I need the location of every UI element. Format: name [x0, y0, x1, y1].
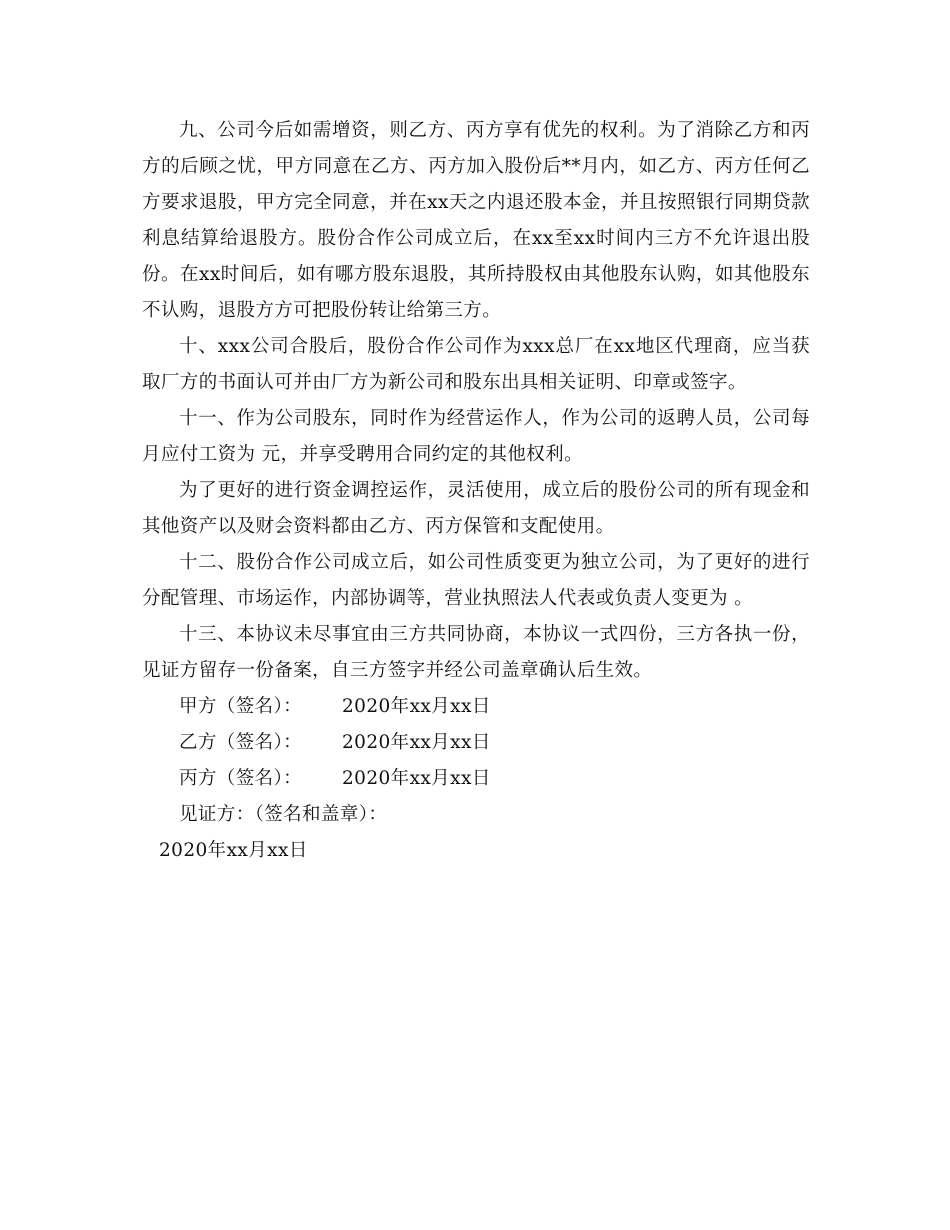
- clause-10-paragraph: 十、xxx公司合股后，股份合作公司作为xxx总厂在xx地区代理商，应当获取厂方的书面认可并由厂方为新公司和股东出具相关证明、印章或签字。: [142, 336, 810, 393]
- signature-label-party-c: 丙方（签名）：: [179, 768, 303, 789]
- clause-9-paragraph: 九、公司今后如需增资，则乙方、丙方享有优先的权利。为了消除乙方和丙方的后顾之忧，甲方同意在乙方、丙方加入股份后**月内，如乙方、丙方任何乙方要求退股，甲方完全同意，并在xx天之内退还股本金，并且按照银行同期贷款利息结算给退股方。股份合作公司成立后，在xx至xx时间内三方不允许退出股份。在xx时间后，如有哪方股东退股，其所持股权由其他股东认购，如其他股东不认购，退股方方可把股份转让给第三方。: [142, 120, 810, 321]
- witness-label: 见证方：（签名和盖章）：: [179, 804, 388, 825]
- clause-13-paragraph: 十三、本协议未尽事宜由三方共同协商，本协议一式四份，三方各执一份，见证方留存一份备案，自三方签字并经公司盖章确认后生效。: [142, 624, 810, 681]
- signature-row-party-a: [142, 689, 810, 725]
- signature-row-party-b: [142, 725, 810, 761]
- signature-date-party-c: 2020年xx月xx日: [342, 768, 491, 789]
- signature-row-party-c: [142, 761, 810, 797]
- document-body: [142, 113, 810, 869]
- clause-11-paragraph: 十一、作为公司股东，同时作为经营运作人，作为公司的返聘人员，公司每月应付工资为 元，并享受聘用合同约定的其他权利。: [142, 408, 810, 465]
- signature-label-party-b: 乙方（签名）：: [179, 732, 303, 753]
- funds-control-paragraph: 为了更好的进行资金调控运作，灵活使用，成立后的股份公司的所有现金和其他资产以及财会资料都由乙方、丙方保管和支配使用。: [142, 480, 810, 537]
- clause-12-paragraph: 十二、股份合作公司成立后，如公司性质变更为独立公司，为了更好的进行分配管理、市场运作，内部协调等，营业执照法人代表或负责人变更为 。: [142, 552, 810, 609]
- final-date: 2020年xx月xx日: [159, 840, 308, 861]
- signature-date-party-a: 2020年xx月xx日: [342, 696, 491, 717]
- signature-date-party-b: 2020年xx月xx日: [342, 732, 491, 753]
- signature-label-party-a: 甲方（签名）：: [179, 696, 303, 717]
